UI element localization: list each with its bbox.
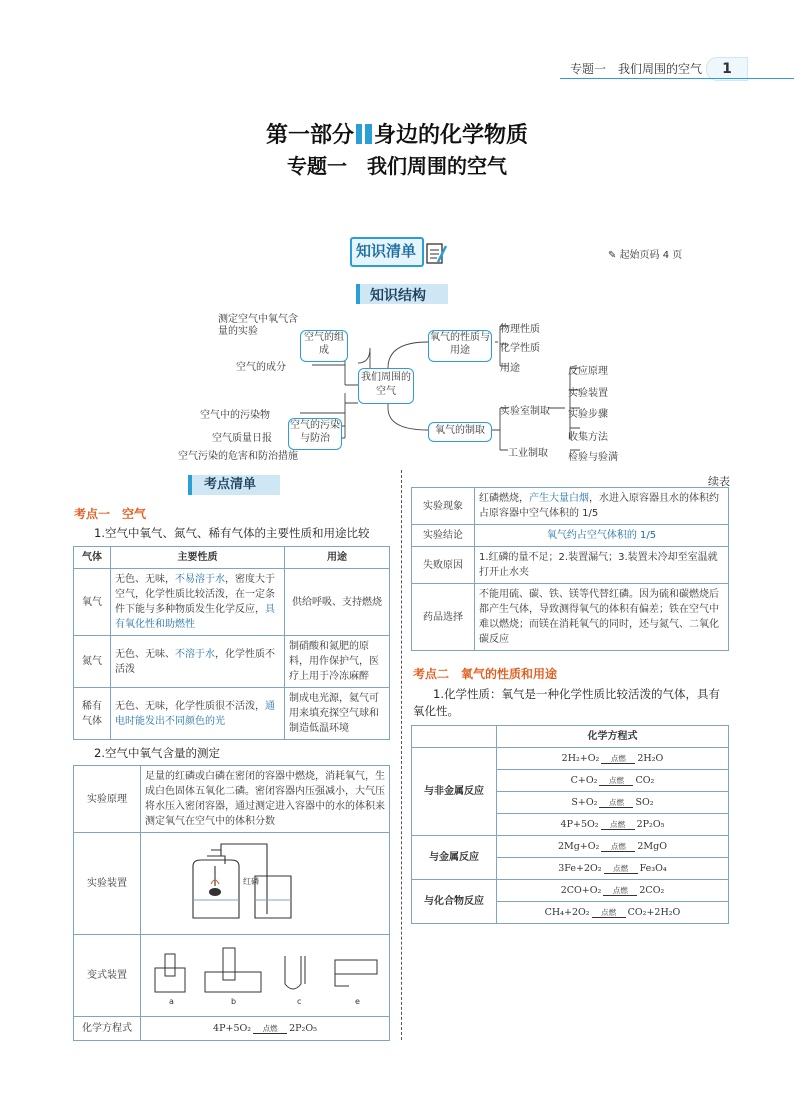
- mindmap-lab: 实验室制取: [500, 406, 550, 417]
- prop-text: ，化学性质不活泼: [115, 648, 275, 675]
- eq-condition: 点燃: [592, 909, 626, 918]
- mindmap-properties: 氧气的性质与用途: [428, 330, 492, 362]
- mindmap-principle: 反应原理: [568, 366, 608, 377]
- prop-highlight: 不易溶于水: [175, 574, 225, 585]
- gas-use: 供给呼吸、支持燃烧: [285, 569, 390, 636]
- prop-text: 无色、无味、: [115, 648, 175, 660]
- topic-title: 专题一 我们周围的空气: [287, 154, 507, 178]
- eq-right: 2P₂O₅: [289, 1023, 317, 1034]
- eq-right: 2MgO: [637, 841, 668, 852]
- mindmap-components: 空气的成分: [236, 362, 286, 373]
- eq-condition: 点燃: [601, 821, 635, 830]
- eq-left: 4P+5O₂: [213, 1023, 252, 1034]
- prop-text: 无色、无味，: [115, 574, 175, 585]
- mindmap-test: 检验与验满: [568, 452, 618, 463]
- kp1-sub1: 1.空气中氧气、氮气、稀有气体的主要性质和用途比较: [94, 526, 370, 540]
- continued-table: [411, 487, 729, 651]
- mindmap-chemical: 化学性质: [500, 343, 540, 354]
- equation: [497, 770, 729, 792]
- variant-drawings: [145, 938, 385, 1008]
- eq-condition: 点燃: [604, 865, 638, 874]
- row-label: 化学方程式: [74, 1017, 141, 1041]
- mindmap-pollutants: 空气中的污染物: [200, 410, 270, 421]
- structure-banner: 知识结构: [370, 288, 426, 304]
- gas-table: [73, 546, 390, 740]
- eq-condition: 点燃: [601, 843, 635, 852]
- gas-table-header: 主要性质: [111, 547, 285, 569]
- corner-cell: [412, 726, 497, 748]
- start-page-note: ✎ 起始页码 4 页: [608, 250, 683, 261]
- variant-caption: e: [355, 997, 360, 1006]
- observation: [475, 488, 729, 525]
- variant-caption: a: [169, 997, 174, 1006]
- column-divider: [401, 470, 402, 1040]
- gas-properties: [111, 636, 285, 688]
- obs-highlight: 产生大量白烟: [529, 493, 589, 504]
- oxygen-measure-table: [73, 765, 390, 1041]
- start-page-text: 起始页码 4 页: [619, 250, 683, 261]
- group-label: 与化合物反应: [412, 880, 497, 924]
- row-label: 实验现象: [412, 488, 475, 525]
- mindmap-physical: 物理性质: [500, 324, 540, 335]
- gas-name: 氮气: [74, 636, 111, 688]
- gas-use: 制成电光源，氦气可用来填充探空气球和制造低温环境: [285, 688, 390, 740]
- obs-text: ，水进入原容器且水的体积约占原容器中空气体积的 1/5: [479, 493, 719, 519]
- eq-left: 2CO+O₂: [560, 885, 602, 896]
- eq-right: 2CO₂: [639, 885, 665, 896]
- notepad-pencil-icon: [424, 240, 448, 266]
- page-number: 1: [706, 57, 748, 81]
- mindmap-hazards: 空气污染的危害和防治措施: [178, 451, 298, 462]
- obs-text: 红磷燃烧，: [479, 493, 529, 504]
- mindmap-air-quality: 空气质量日报: [212, 433, 272, 444]
- continued-label: 续表: [708, 475, 730, 488]
- mindmap-collect: 收集方法: [568, 432, 608, 443]
- eq-left: 3Fe+2O₂: [558, 863, 602, 874]
- row-label: 变式装置: [74, 935, 141, 1017]
- eq-left: 4P+5O₂: [560, 819, 599, 830]
- reagent-choice: 不能用硫、碳、铁、镁等代替红磷。因为硫和碳燃烧后都产生气体，导致测得氧气的体积有偏差；铁在空气中难以燃烧；而镁在消耗氧气的同时，还与氮气、二氧化碳反应: [475, 584, 729, 651]
- mindmap-steps: 实验步骤: [568, 409, 608, 420]
- eq-left: 2Mg+O₂: [557, 841, 600, 852]
- header-rule: [560, 78, 794, 79]
- apparatus-cell: [141, 833, 390, 935]
- prop-highlight: 具有氧化性和助燃性: [115, 604, 275, 630]
- eq-left: CH₄+2O₂: [544, 907, 590, 918]
- kp1-sub2: 2.空气中氧气含量的测定: [94, 746, 220, 760]
- eq-condition: 点燃: [601, 755, 635, 764]
- eq-right: 2P₂O₅: [636, 819, 665, 830]
- variant-caption: c: [297, 997, 302, 1006]
- failure-reasons: 1.红磷的量不足；2.装置漏气；3.装置未冷却至室温就打开止水夹: [475, 547, 729, 584]
- eq-right: CO₂+2H₂O: [627, 907, 681, 918]
- eq-left: 2H₂+O₂: [561, 753, 600, 764]
- knowledge-banner: 知识清单: [356, 242, 417, 260]
- eq-left: C+O₂: [570, 775, 598, 786]
- principle-text: 足量的红磷或白磷在密闭的容器中燃烧，消耗氧气，生成白色固体五氧化二磷。密闭容器内压强减小，大气压将水压入密闭容器，通过测定进入容器中的水的体积来测定氧气在空气中的体积分数: [141, 766, 390, 833]
- gas-table-header: 气体: [74, 547, 111, 569]
- mindmap-center: 我们周围的空气: [358, 368, 414, 404]
- equation: [497, 902, 729, 924]
- conclusion: 氧气约占空气体积的 1/5: [475, 525, 729, 547]
- part-name: 身边的化学物质: [374, 123, 529, 148]
- gas-name: 稀有气体: [74, 688, 111, 740]
- equation: [497, 748, 729, 770]
- equation-header: 化学方程式: [497, 726, 729, 748]
- equation: [497, 836, 729, 858]
- gas-table-header: 用途: [285, 547, 390, 569]
- row-label: 实验结论: [412, 525, 475, 547]
- gas-use: 制硝酸和氮肥的原料，用作保护气，医疗上用于冷冻麻醉: [285, 636, 390, 688]
- svg-text:红磷: 红磷: [243, 877, 259, 886]
- eq-right: SO₂: [635, 797, 654, 808]
- variant-cell: [141, 935, 390, 1017]
- equation: [497, 858, 729, 880]
- gas-properties: [111, 688, 285, 740]
- variant-caption: b: [231, 997, 237, 1006]
- mindmap-pollution: 空气的污染与防治: [288, 418, 342, 450]
- part-label: 第一部分: [265, 123, 354, 148]
- row-label: 药品选择: [412, 584, 475, 651]
- mindmap-composition: 空气的组成: [300, 330, 348, 362]
- prop-text: 无色、无味，化学性质很不活泼，: [115, 700, 265, 712]
- group-label: 与非金属反应: [412, 748, 497, 836]
- eq-condition: 点燃: [603, 887, 637, 896]
- equation: [497, 792, 729, 814]
- eq-right: CO₂: [635, 775, 655, 786]
- kp2-sub1: 1.化学性质：氧气是一种化学性质比较活泼的气体，具有氧化性。: [413, 687, 720, 718]
- kaodian-banner: 考点清单: [188, 475, 280, 495]
- mindmap-industrial: 工业制取: [508, 448, 548, 459]
- row-label: 实验装置: [74, 833, 141, 935]
- prop-highlight: 不溶于水: [175, 648, 215, 660]
- prop-text: ，密度大于空气，化学性质比较活泼，在一定条件下能与多种物质发生化学反应，: [115, 574, 275, 615]
- title-bars-icon: [356, 124, 372, 144]
- gas-properties: [111, 569, 285, 636]
- eq-condition: 点燃: [599, 799, 633, 808]
- gas-name: 氧气: [74, 569, 111, 636]
- kp2-title: 考点二 氧气的性质和用途: [413, 667, 558, 681]
- eq-condition: 点燃: [599, 777, 633, 786]
- mindmap-uses: 用途: [500, 363, 520, 374]
- eq-right: Fe₃O₄: [639, 863, 667, 874]
- prop-highlight: 通电时能发出不同颜色的光: [115, 700, 275, 727]
- mindmap-apparatus: 实验装置: [568, 388, 608, 399]
- eq-left: S+O₂: [571, 797, 598, 808]
- mindmap-preparation: 氧气的制取: [428, 422, 492, 442]
- eq-condition: 点燃: [253, 1025, 287, 1034]
- running-header: 专题一 我们周围的空气: [570, 62, 703, 76]
- equation: [497, 814, 729, 836]
- equation: [497, 880, 729, 902]
- row-label: 失败原因: [412, 547, 475, 584]
- mindmap-measure-o2: 测定空气中氧气含量的实验: [218, 314, 298, 337]
- kp1-title: 考点一 空气: [74, 507, 147, 521]
- eq-right: 2H₂O: [637, 753, 664, 764]
- o2-reactions-table: [411, 725, 729, 924]
- p-equation: [141, 1017, 390, 1041]
- row-label: 实验原理: [74, 766, 141, 833]
- apparatus-drawing: [145, 836, 385, 926]
- part-title: [0, 118, 794, 149]
- group-label: 与金属反应: [412, 836, 497, 880]
